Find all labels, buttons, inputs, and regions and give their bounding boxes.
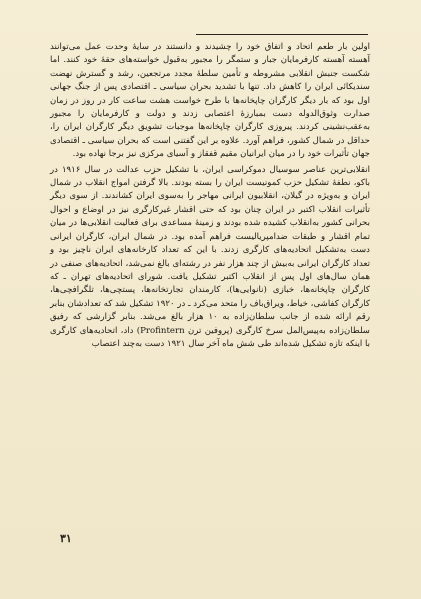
page-number: ۳۱ bbox=[60, 532, 72, 545]
paragraph-2: انقلابی‌ترین عناصر سوسیال دموکراسی ایران، با تشکیل حزب عدالت در سال ۱۹۱۶ در باکو، نطفهٔ تشکیل حزب کمونیست ایران را بسته بودند. بالا گرفتن امواج انقلاب در شمال ایران و به‌ویژه در گیلان، انقلابیون ایرانی مهاجر را به‌سوی ایران کشاندند. از سوی دیگر تأثیرات انقلاب اکتبر در ایران چنان بود که حتی اقشار غیرکارگری نیز در اوضاع و احوال بحرانی کشور به‌انقلاب کشیده شده بودند و زمینهٔ مساعدی برای فعالیت انقلابی‌ها در میان تمام اقشار و طبقات ضدامپریالیست فراهم آمده بود. در شمال ایران، کارگران ایرانی دست به‌تشکیل اتحادیه‌های کارگری زدند. با این که تعداد کارخانه‌های ایران ناچیز بود و تعداد کارگران ایرانی به‌بیش از چند هزار نفر در رشته‌ای بالغ نمی‌شد، اتحادیه‌های صنفی در همان سال‌های اول پس از انقلاب اکتبر تشکیل یافت. شورای اتحادیه‌های تهران ـ که کارگران چاپخانه‌ها، خبازی (نانوایی‌ها)، کارمندان تجارتخانه‌ها، پستچی‌ها، تلگرافچی‌ها، کارگران کفاشی، خیاط، ویراق‌باف را متحد می‌کرد ـ در ۱۹۲۰ تشکیل شد که تعدادشان بنابر رقم ارائه شده از جانب سلطان‌زاده به ۱۰ هزار بالغ می‌شد. بنابر گزارشی که رفیق سلطان‌زاده به‌پیس‌المل سرخ کارگری (پروفین ترن Profintern) داد، اتحادیه‌های کارگری با اینکه تازه تشکیل شده‌اند طی شش ماه آخر سال ۱۹۲۱ دست به‌چند اعتصاب bbox=[50, 164, 370, 349]
paragraph-1: اولین بار طعم اتحاد و اتفاق خود را چشیدند و دانستند در سایهٔ وحدت عمل می‌توانند آهسته آهسته کارفرمایان جبار و ستمگر را مجبور به‌قبول خواسته‌های حقهٔ خود کنند. اما شکست جنبش انقلابی مشروطه و تأمین سلطهٔ مجدد مرتجعین، رشد و گسترش نهضت سندیکائی ایران را کاهش داد. تنها با تشدید بحران سیاسی ـ اقتصادی پس از جنگ جهانی اول بود که بار دیگر کارگران چاپخانه‌ها با طرح خواست هشت ساعت کار در روز در زمان صدارت وثوق‌الدوله دست بمبارزهٔ اعتصابی زدند و دولت و کارفرمایان را مجبور به‌عقب‌نشینی کردند. پیروزی کارگران چاپخانه‌ها موجبات تشویق دیگر کارگران ایران را، حداقل در شمال کشور، فراهم آورد. علاوه بر این گفتنی است که بحران سیاسی ـ اقتصادی جهان تأثیرات خود را در میان ایرانیان مقیم قفقاز و آسیای مرکزی نیز برجا نهاده بود. bbox=[50, 42, 370, 160]
header-rule bbox=[196, 34, 368, 35]
body-text bbox=[50, 41, 370, 351]
